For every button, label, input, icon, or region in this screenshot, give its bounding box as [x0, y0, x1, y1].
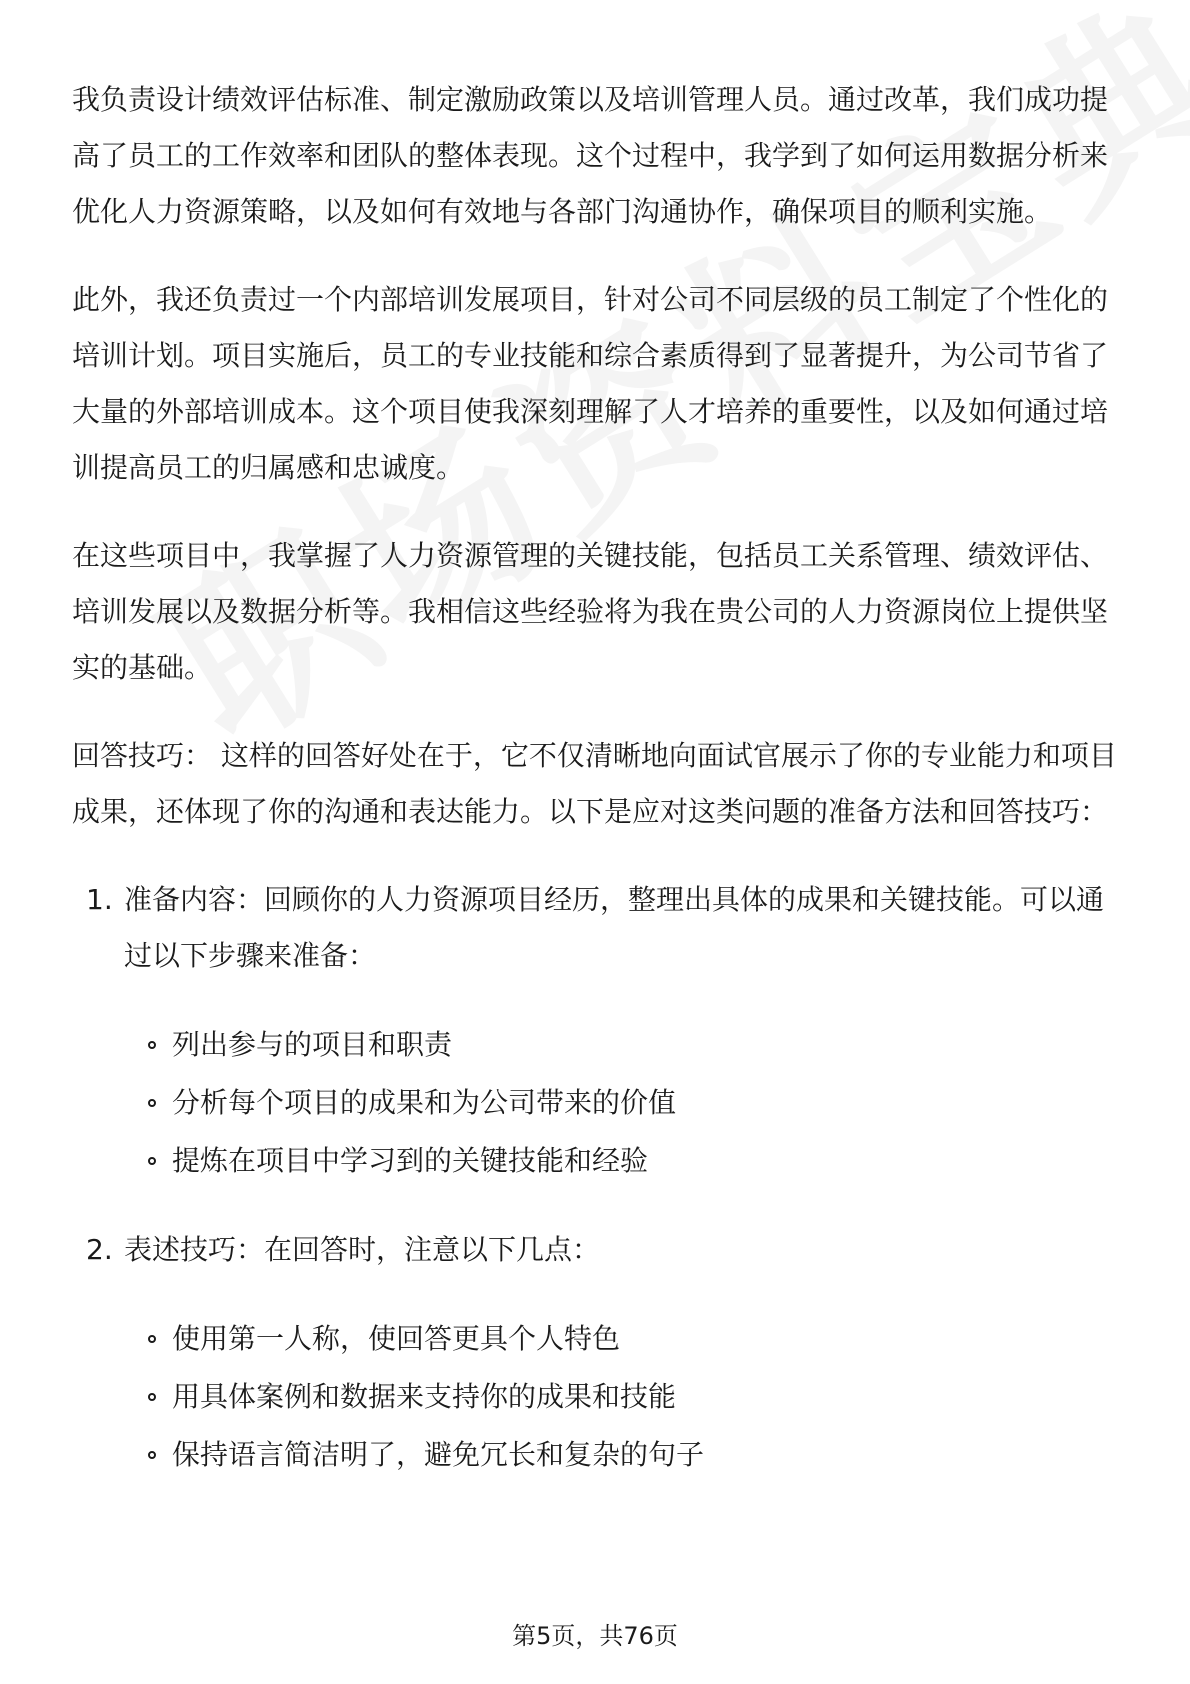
paragraph-skills-summary: 在这些项目中，我掌握了人力资源管理的关键技能，包括员工关系管理、绩效评估、培训发展以及数据分析等。我相信这些经验将为我在贵公司的人力资源岗位上提供坚实的基础。: [72, 539, 1109, 684]
step-bullet-list: [124, 1016, 1118, 1190]
step-item: [72, 1222, 1118, 1484]
circle-bullet-icon: [148, 1335, 156, 1343]
bullet-text: 保持语言简洁明了，避免冗长和复杂的句子: [172, 1438, 705, 1471]
bullet-text: 提炼在项目中学习到的关键技能和经验: [172, 1144, 649, 1177]
bullet-item: [124, 1368, 1118, 1426]
steps-list: [72, 872, 1118, 1484]
circle-bullet-icon: [148, 1099, 156, 1107]
paragraph-answer-tips: 回答技巧： 这样的回答好处在于，它不仅清晰地向面试官展示了你的专业能力和项目成果，还体现了你的沟通和表达能力。以下是应对这类问题的准备方法和回答技巧：: [72, 739, 1117, 828]
step-item: [72, 872, 1118, 1190]
step-bullet-list: [124, 1310, 1118, 1484]
page-number-footer: 第5页，共76页: [512, 1622, 678, 1650]
paragraph-responsibilities: 我负责设计绩效评估标准、制定激励政策以及培训管理人员。通过改革，我们成功提高了员工的工作效率和团队的整体表现。这个过程中，我学到了如何运用数据分析来优化人力资源策略，以及如何有效地与各部门沟通协作，确保项目的顺利实施。: [72, 83, 1109, 228]
bullet-text: 使用第一人称，使回答更具个人特色: [172, 1322, 621, 1355]
circle-bullet-icon: [148, 1393, 156, 1401]
bullet-item: [124, 1074, 1118, 1132]
step-number: 2.: [86, 1233, 113, 1266]
bullet-text: 用具体案例和数据来支持你的成果和技能: [172, 1380, 677, 1413]
circle-bullet-icon: [148, 1041, 156, 1049]
bullet-item: [124, 1426, 1118, 1484]
page-content: [72, 72, 1118, 1516]
circle-bullet-icon: [148, 1157, 156, 1165]
step-text: 表述技巧：在回答时，注意以下几点：: [124, 1233, 601, 1266]
bullet-item: [124, 1132, 1118, 1190]
bullet-text: 列出参与的项目和职责: [172, 1028, 453, 1061]
bullet-text: 分析每个项目的成果和为公司带来的价值: [172, 1086, 677, 1119]
step-number: 1.: [86, 883, 113, 916]
paragraph-training-project: 此外，我还负责过一个内部培训发展项目，针对公司不同层级的员工制定了个性化的培训计划。项目实施后，员工的专业技能和综合素质得到了显著提升，为公司节省了大量的外部培训成本。这个项目使我深刻理解了人才培养的重要性，以及如何通过培训提高员工的归属感和忠诚度。: [72, 283, 1109, 484]
bullet-item: [124, 1310, 1118, 1368]
step-text: 准备内容：回顾你的人力资源项目经历，整理出具体的成果和关键技能。可以通过以下步骤来准备：: [124, 883, 1105, 972]
bullet-item: [124, 1016, 1118, 1074]
circle-bullet-icon: [148, 1451, 156, 1459]
